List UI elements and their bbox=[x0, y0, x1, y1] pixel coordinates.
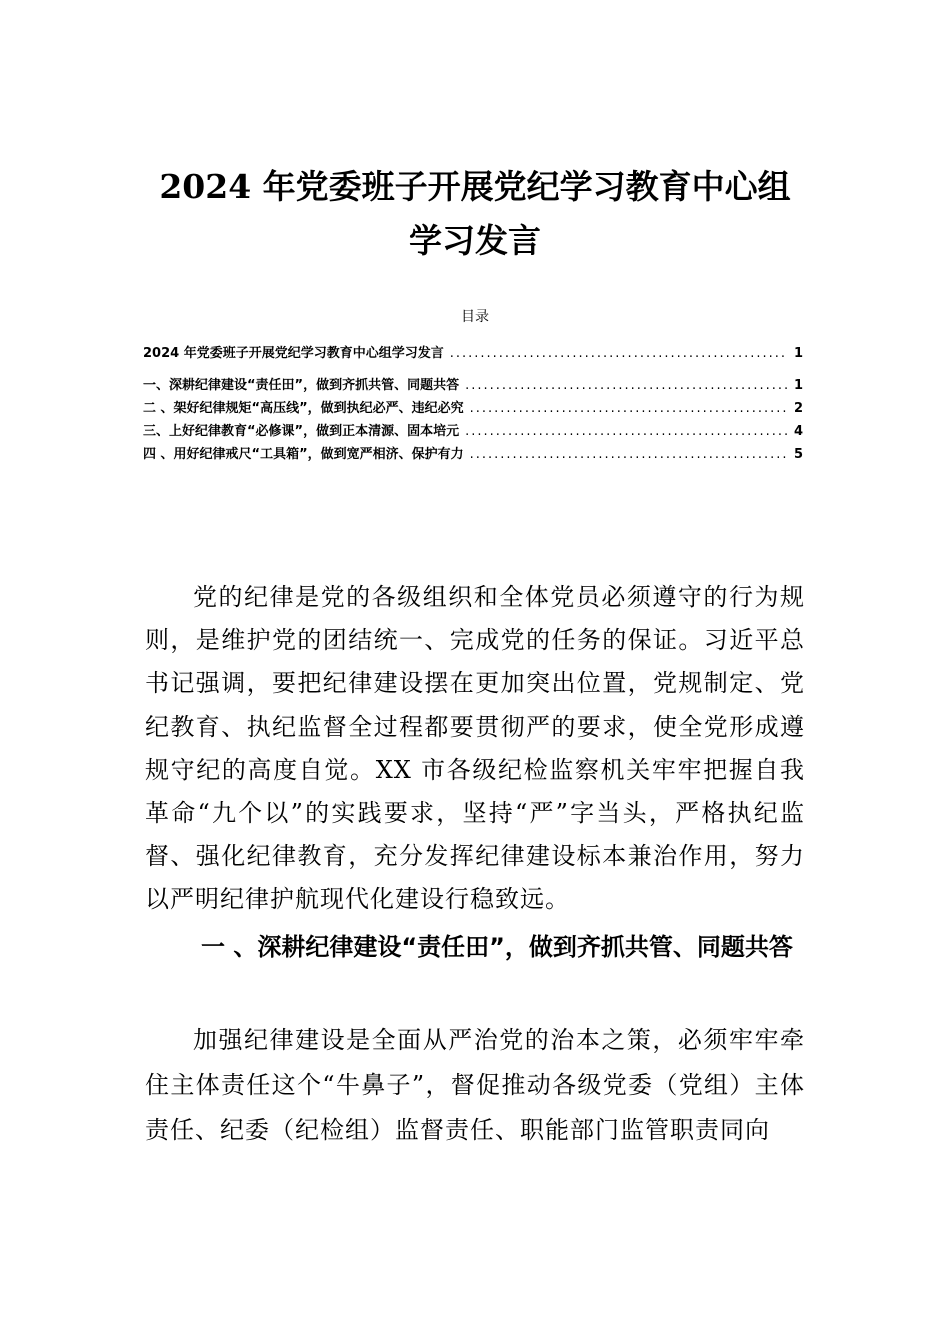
title-line-1: 2024 年党委班子开展党纪学习教育中心组 bbox=[159, 167, 791, 206]
toc-entry-label: 二 、架好纪律规矩“高压线”，做到执纪必严、违纪必究 bbox=[143, 401, 464, 416]
toc-leader-dots bbox=[465, 378, 788, 393]
table-of-contents bbox=[143, 342, 803, 466]
toc-entry-page: 5 bbox=[793, 447, 803, 462]
toc-leader-dots bbox=[470, 401, 788, 416]
toc-entry[interactable] bbox=[143, 374, 803, 397]
toc-heading: 目录 bbox=[461, 309, 489, 325]
toc-entry-label: 2024 年党委班子开展党纪学习教育中心组学习发言 bbox=[143, 346, 444, 361]
toc-leader-dots bbox=[470, 447, 788, 462]
toc-entry-label: 四 、用好纪律戒尺“工具箱”，做到宽严相济、保护有力 bbox=[143, 447, 464, 462]
toc-entry-page: 2 bbox=[793, 401, 803, 416]
toc-entry[interactable] bbox=[143, 420, 803, 443]
toc-leader-dots bbox=[465, 424, 788, 439]
toc-entry-page: 1 bbox=[793, 346, 803, 361]
toc-entry[interactable] bbox=[143, 397, 803, 420]
document-title bbox=[0, 160, 950, 268]
section-1-paragraph: 加强纪律建设是全面从严治党的治本之策，必须牢牢牵住主体责任这个“牛鼻子”，督促推动各级党委（党组）主体责任、纪委（纪检组）监督责任、职能部门监管职责同向 bbox=[145, 1026, 805, 1144]
intro-paragraph: 党的纪律是党的各级组织和全体党员必须遵守的行为规则，是维护党的团结统一、完成党的任务的保证。习近平总书记强调，要把纪律建设摆在更加突出位置，党规制定、党纪教育、执纪监督全过程都要贯彻严的要求，使全党形成遵规守纪的高度自觉。XX 市各级纪检监察机关牢牢把握自我革命“九个以”的实践要求，坚持“严”字当头，严格执纪监督、强化纪律教育，充分发挥纪律建设标本兼治作用，努力以严明纪律护航现代化建设行稳致远。 bbox=[145, 583, 805, 914]
toc-leader-dots bbox=[450, 346, 788, 361]
toc-entry-page: 4 bbox=[793, 424, 803, 439]
toc-entry-label: 三、上好纪律教育“必修课”，做到正本清源、固本培元 bbox=[143, 424, 460, 439]
title-line-2: 学习发言 bbox=[409, 221, 541, 260]
toc-entry[interactable] bbox=[143, 342, 803, 365]
toc-entry-page: 1 bbox=[793, 378, 803, 393]
toc-entry[interactable] bbox=[143, 443, 803, 466]
toc-entry-label: 一、深耕纪律建设“责任田”，做到齐抓共管、同题共答 bbox=[143, 378, 460, 393]
section-heading-1: 一 、深耕纪律建设“责任田”，做到齐抓共管、同题共答 bbox=[201, 933, 793, 961]
